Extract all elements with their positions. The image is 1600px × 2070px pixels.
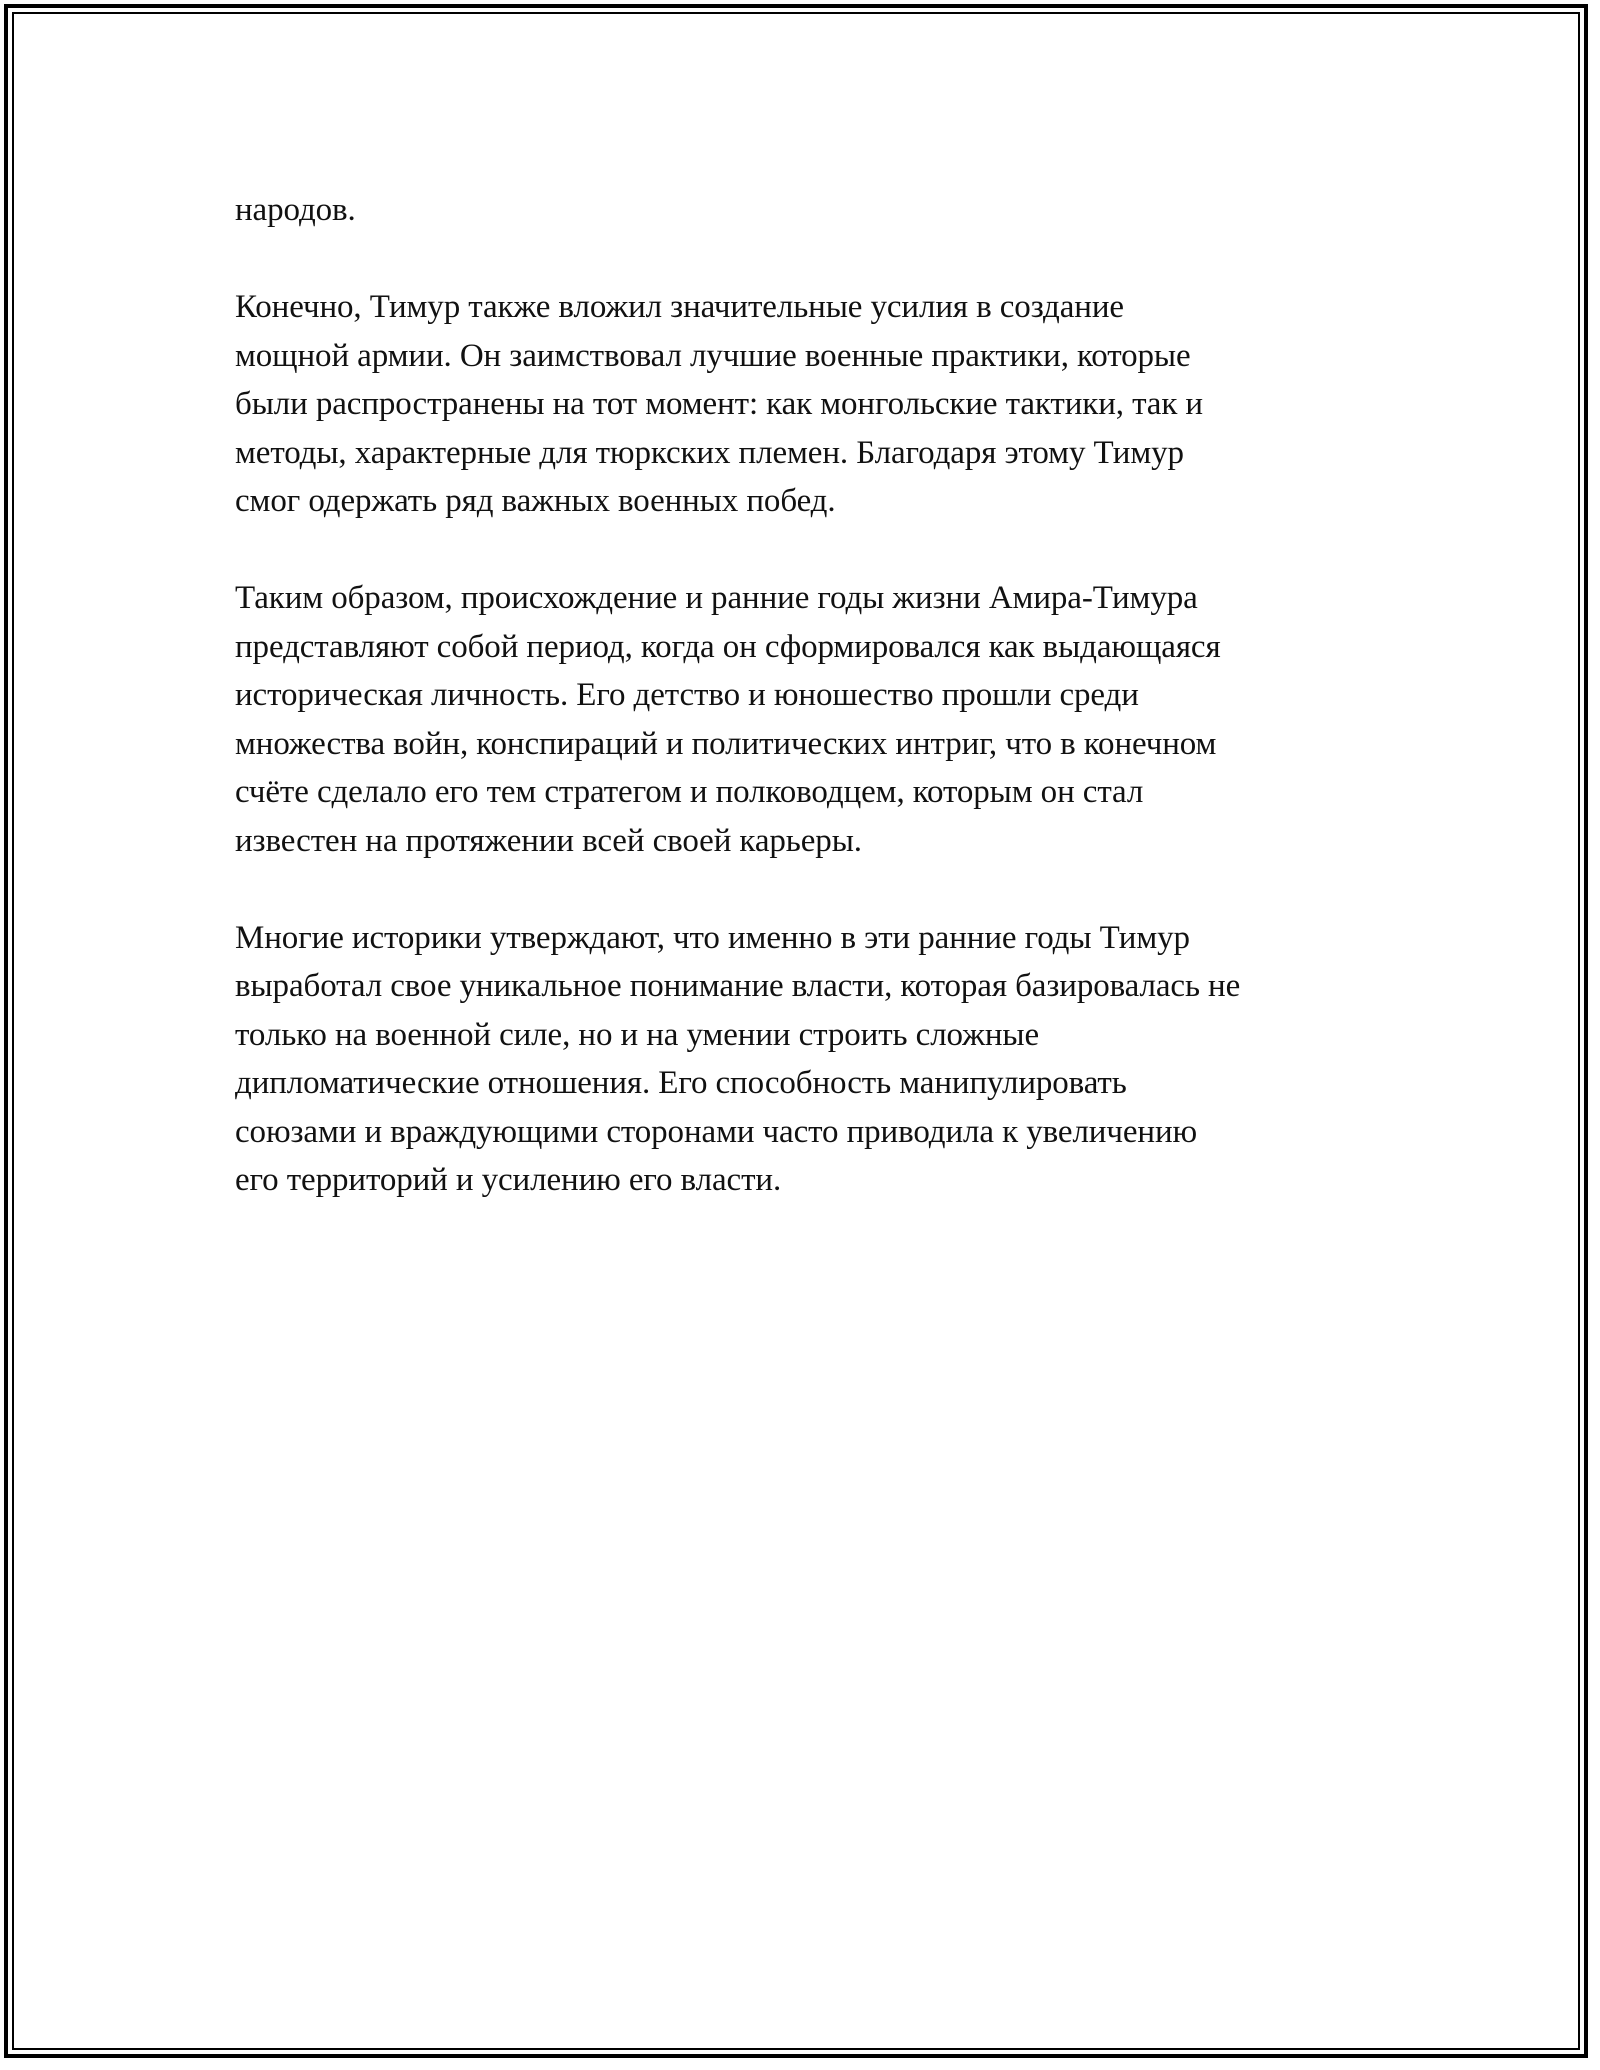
paragraph-2	[235, 283, 1385, 526]
text-line: Конечно, Тимур также вложил значительные усилия в создание	[235, 289, 1124, 325]
text-line: множества войн, конспираций и политических интриг, что в конечном	[235, 725, 1217, 762]
text-line: историческая личность. Его детство и юношество прошли среди	[235, 677, 1139, 713]
text-line: выработал свое уникальное понимание власти, которая базировалась не	[235, 968, 1241, 1004]
paragraph-1	[235, 186, 1385, 235]
text-line: были распространены на тот момент: как монгольские тактики, так и	[235, 386, 1203, 422]
text-line: счёте сделало его тем стратегом и полководцем, которым он стал	[235, 774, 1144, 810]
text-line: Многие историки утверждают, что именно в эти ранние годы Тимур	[235, 919, 1190, 956]
text-line: его территорий и усилению его власти.	[235, 1162, 782, 1198]
text-line: только на военной силе, но и на умении строить сложные	[235, 1016, 1040, 1053]
paragraph-4	[235, 914, 1385, 1205]
document-body	[235, 186, 1385, 1253]
text-line: народов.	[235, 192, 356, 228]
text-line: известен на протяжении всей своей карьеры.	[235, 822, 862, 859]
text-line: смог одержать ряд важных военных побед.	[235, 483, 836, 519]
text-line: Таким образом, происхождение и ранние годы жизни Амира-Тимура	[235, 580, 1198, 616]
text-line: дипломатические отношения. Его способность манипулировать	[235, 1065, 1127, 1101]
text-line: союзами и враждующими сторонами часто приводила к увеличению	[235, 1113, 1198, 1150]
text-line: представляют собой период, когда он сформировался как выдающаяся	[235, 628, 1221, 665]
paragraph-3	[235, 574, 1385, 865]
text-line: мощной армии. Он заимствовал лучшие военные практики, которые	[235, 337, 1191, 374]
text-line: методы, характерные для тюркских племен. Благодаря этому Тимур	[235, 434, 1184, 471]
